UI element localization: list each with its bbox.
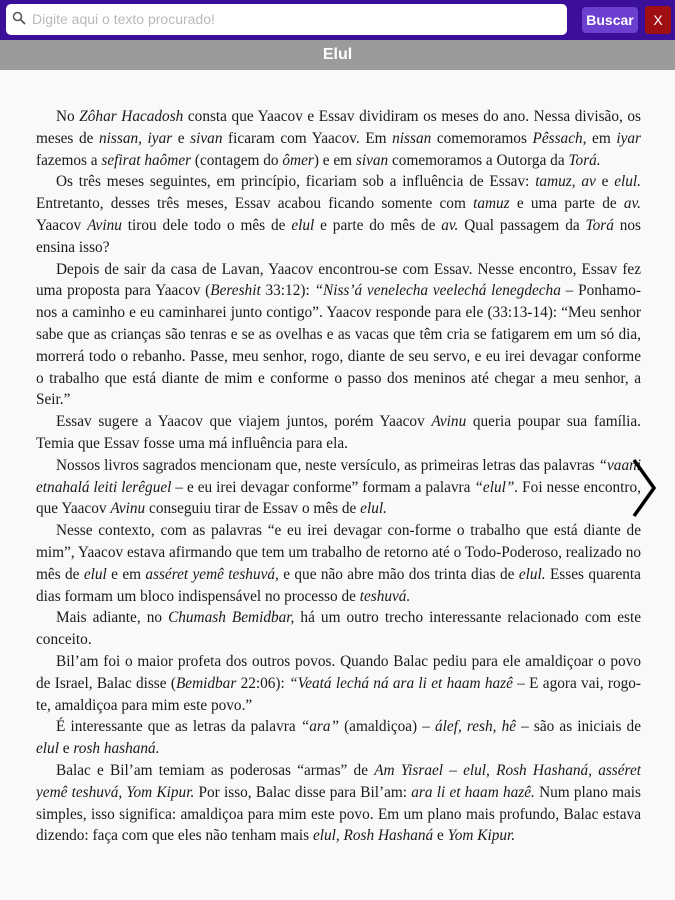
paragraph — [36, 607, 641, 651]
italic-term: elul, Rosh Hashaná — [312, 827, 434, 845]
text-run: e — [595, 173, 615, 191]
italic-term: ara li et haam hazê. — [411, 783, 535, 801]
text-run: Nossos livros sagrados mencionam que, neste versículo, as primeiras letras das palavras — [56, 456, 599, 474]
italic-term: Avinu — [110, 500, 146, 518]
italic-term: av. — [623, 195, 641, 213]
italic-term: Yom Kipur. — [447, 827, 516, 845]
italic-term: av. — [441, 216, 459, 234]
italic-term: sivan — [355, 151, 389, 169]
text-run: Mais adiante, no — [56, 609, 169, 627]
italic-term: elul — [36, 740, 59, 758]
text-run: – E agora vai, rogo-te, amaldiçoa para mim este povo.” — [36, 674, 641, 714]
italic-term: Bereshit — [210, 282, 261, 300]
text-run: Essav sugere a Yaacov que viajem juntos, porém Yaacov — [56, 413, 432, 431]
paragraph — [36, 411, 641, 455]
italic-term: Bemidbar — [175, 674, 237, 692]
text-run: comemoramos — [431, 129, 533, 147]
italic-term: Torá — [585, 216, 614, 234]
search-box[interactable] — [6, 4, 567, 35]
text-run: e — [172, 129, 191, 147]
paragraph — [36, 259, 641, 412]
text-run: Nesse contexto, com as palavras “e eu irei devagar con-forme o trabalho que está diante de mim”, Yaacov estava afirmando que tem um trabalho de retorno até o Todo-Poderoso, realizado no mês de — [36, 522, 641, 583]
text-run: em — [586, 129, 617, 147]
italic-term: “Veatá lechá ná ara li et haam hazê — [289, 674, 513, 692]
paragraph — [36, 520, 641, 607]
paragraph — [36, 106, 641, 171]
italic-term: elul. — [518, 565, 546, 583]
italic-term: elul — [83, 565, 107, 583]
text-run: tirou dele todo o mês de — [121, 216, 292, 234]
italic-term: elul. — [360, 500, 387, 518]
text-run: e parte do mês de — [314, 216, 442, 234]
top-bar — [0, 0, 675, 40]
italic-term: “Niss’á venelecha veelechá lenegdecha — [314, 282, 561, 300]
italic-term: nissan — [392, 129, 432, 147]
text-run: – são as iniciais de — [516, 718, 641, 736]
italic-term: Pêssach, — [532, 129, 587, 147]
italic-term: Am Yisrael – elul, Rosh Hashaná, asséret yemê teshuvá, Yom Kipur. — [36, 761, 641, 801]
paragraph — [36, 171, 641, 258]
next-page-arrow-icon[interactable] — [628, 456, 658, 520]
paragraph — [36, 455, 641, 520]
text-run: Depois de sair da casa de Lavan, Yaacov encontrou-se com Essav. Nesse encontro, Essav fez uma proposta para Yaacov ( — [36, 260, 641, 300]
italic-term: tamuz — [473, 195, 510, 213]
italic-term: Avinu — [87, 216, 122, 234]
article-body — [36, 106, 641, 900]
text-run: e que não abre mão dos trinta dias de — [278, 565, 519, 583]
italic-term: nissan, iyar — [99, 129, 173, 147]
paragraph — [36, 651, 641, 716]
italic-term: “vaani etnahalá leiti lerêguel — [36, 456, 641, 496]
text-run: Os três meses seguintes, em princípio, ficariam sob a influência de Essav: — [56, 173, 536, 191]
paragraph — [36, 716, 641, 760]
text-run: consta que Yaacov e Essav dividiram os meses do ano. Nessa divisão, os meses de — [36, 108, 641, 147]
text-run: Balac e Bil’am temiam as poderosas “armas” de — [56, 761, 375, 779]
search-button[interactable]: Buscar — [582, 7, 638, 33]
italic-term: tamuz, av — [535, 173, 596, 191]
text-run: – Ponhamo-nos a caminho e eu caminharei junto contigo”. Yaacov responde para ele (33:13-14): “Meu senhor sabe que as crianças são tenras e se as ovelhas e as vacas que têm cria se fatigarem em um só dia, morrerá todo o rebanho. Passe, meu senhor, rogo, diante de seu servo, e eu irei devagar conforme o trabalho que está diante de mim e conforme o passo dos meninos até chegar a meu senhor, a Seir.” — [36, 282, 641, 409]
search-input[interactable] — [32, 7, 562, 31]
text-run: e — [433, 827, 448, 845]
text-run: É interessante que as letras da palavra — [56, 718, 301, 736]
italic-term: sivan — [190, 129, 223, 147]
close-button[interactable]: X — [645, 6, 671, 34]
text-run: conseguiu tirar de Essav o mês de — [145, 500, 361, 518]
text-run: 22:06): — [236, 674, 290, 692]
italic-term: elul — [291, 216, 315, 234]
text-run: e em — [106, 565, 146, 583]
italic-term: elul. — [614, 173, 641, 191]
text-run: e uma parte de — [509, 195, 624, 213]
paragraph — [36, 760, 641, 847]
text-run: Qual passagem da — [458, 216, 586, 234]
text-run: (amaldiçoa) – — [338, 718, 436, 736]
text-run: Foi nesse encontro, que Yaacov — [36, 478, 641, 518]
italic-term: rosh hashaná. — [73, 740, 160, 758]
text-run: Bil’am foi o maior profeta dos outros povos. Quando Balac pediu para ele amaldiçoar o povo de Israel, Balac disse ( — [36, 652, 641, 692]
italic-term: ômer — [282, 151, 314, 169]
italic-term: teshuvá. — [359, 587, 411, 605]
italic-term: Zôhar Hacadosh — [79, 108, 184, 125]
italic-term: Chumash Bemidbar, — [168, 609, 295, 627]
text-run: (contagem do — [191, 151, 283, 169]
italic-term: sefirat haômer — [101, 151, 192, 169]
italic-term: álef, resh, hê — [435, 718, 517, 736]
italic-term: iyar — [616, 129, 641, 147]
italic-term: Avinu — [431, 413, 467, 431]
text-run: fazemos a — [36, 151, 102, 169]
text-run: Entretanto, desses três meses, Essav acabou ficando somente com — [36, 195, 474, 213]
text-run: comemoramos a Outorga da — [388, 151, 569, 169]
search-icon — [12, 11, 26, 25]
italic-term: Torá. — [568, 151, 601, 169]
text-run: – e eu irei devagar conforme” formam a palavra — [171, 478, 475, 496]
italic-term: “elul”. — [474, 478, 519, 496]
text-run: há um outro trecho interessante relacionado com este conceito. — [36, 609, 641, 649]
text-run: nos ensina isso? — [36, 216, 641, 256]
text-run: 33:12): — [260, 282, 315, 300]
italic-term: “ara” — [300, 718, 339, 736]
text-run: No — [56, 108, 80, 125]
text-run: ) e em — [313, 151, 356, 169]
text-run: queria poupar sua família. Temia que Essav fosse uma má influência para ela. — [36, 413, 641, 452]
text-run: Num plano mais simples, isso significa: amaldiçoa para mim este povo. Em um plano mais profundo, Balac estava dizendo: faça com que eles não tenham mais — [36, 783, 641, 845]
text-run: Por isso, Balac disse para Bil’am: — [194, 783, 412, 801]
page-title: Elul — [0, 40, 675, 70]
text-run: e — [58, 740, 74, 758]
text-run: Esses quarenta dias formam um bloco indispensável no processo de — [36, 565, 641, 605]
text-run: Yaacov — [36, 216, 88, 234]
italic-term: asséret yemê teshuvá, — [145, 565, 279, 583]
text-run: ficaram com Yaacov. Em — [222, 129, 393, 147]
